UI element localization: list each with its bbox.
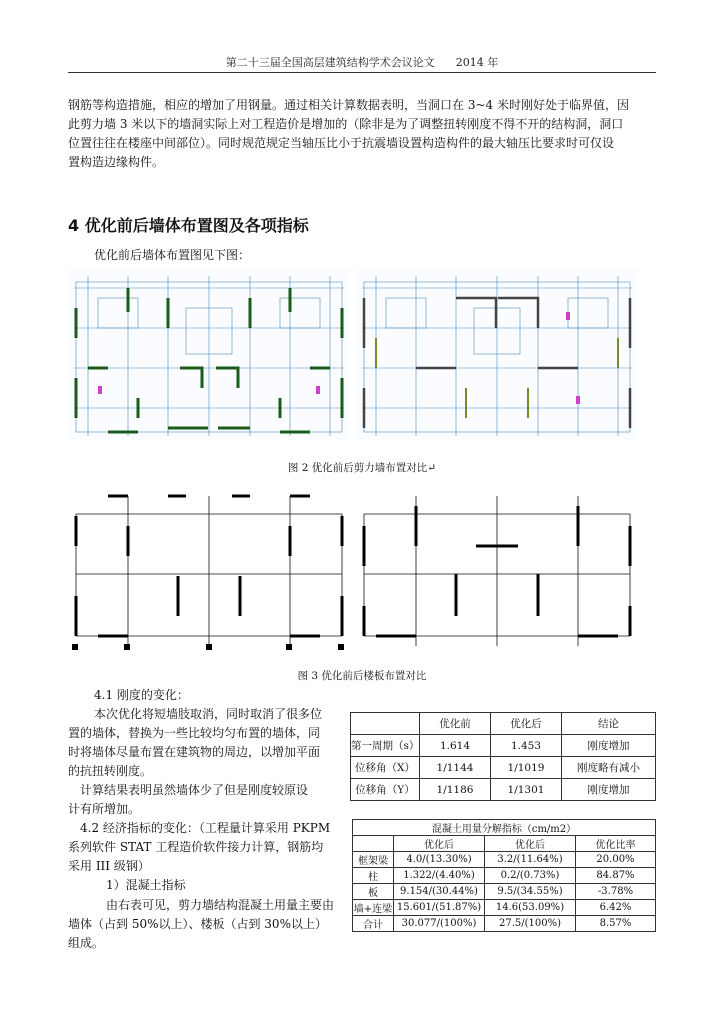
intro-line: 置构造边缘构件。 [68, 155, 165, 169]
s41-line: 时将墙体尽量布置在建筑物的周边，以增加平面 [68, 745, 321, 759]
figure-3-caption: 图 3 优化前后楼板布置对比 [297, 670, 427, 682]
table-header-cell: 优化后 [485, 836, 576, 852]
floor-plan-after-walls [356, 268, 638, 440]
conference-year: 2014 年 [455, 56, 499, 69]
table-cell: 27.5/(100%) [485, 916, 576, 932]
table-cell: 6.42% [576, 900, 656, 916]
table-cell: 15.601/(51.87%) [394, 900, 485, 916]
table-header-cell: 结论 [562, 713, 656, 735]
table-row [351, 779, 656, 801]
table-row [353, 916, 656, 932]
section-intro: 优化前后墙体布置图见下图： [94, 248, 251, 262]
table-cell: 9.5/(34.55%) [485, 884, 576, 900]
table-cell: 20.00% [576, 852, 656, 868]
table-cell: 1/1019 [491, 757, 562, 779]
concrete-table [352, 819, 656, 932]
table-cell: 位移角（X） [351, 757, 420, 779]
table-cell: 位移角（Y） [351, 779, 420, 801]
table-cell: 14.6(53.09%) [485, 900, 576, 916]
table-cell: 柱 [353, 868, 394, 884]
table-cell: 4.0/(13.30%) [394, 852, 485, 868]
s42-line: 墙体（占到 50%以上）、楼板（占到 30%以上） [68, 917, 327, 931]
slab-plan-after [356, 486, 638, 658]
table-title-row [353, 820, 656, 836]
intro-line: 此剪力墙 3 米以下的墙洞实际上对工程造价是增加的（除非是为了调整扭转刚度不得不开的结构洞，洞口 [68, 117, 624, 131]
table-cell: 84.87% [576, 868, 656, 884]
table-row [353, 852, 656, 868]
s42-line: 采用 III 级钢） [68, 859, 150, 873]
figure-2-caption: 图 2 优化前后剪力墙布置对比↵ [287, 462, 437, 474]
s42-line: 4.2 经济指标的变化：（工程量计算采用 PKPM [80, 821, 331, 835]
table-cell: -3.78% [576, 884, 656, 900]
table-cell: 0.2/(0.73%) [485, 868, 576, 884]
table-header-cell: 优化前 [420, 713, 491, 735]
table-row [353, 868, 656, 884]
intro-line: 钢筋等构造措施，相应的增加了用钢量。通过相关计算数据表明，当洞口在 3~4 米时刚好处于临界值，因 [68, 98, 629, 112]
table-header-row [351, 713, 656, 735]
table-cell: 刚度增加 [562, 779, 656, 801]
table-cell: 合计 [353, 916, 394, 932]
slab-plan-before [68, 486, 350, 658]
table-cell: 30.077/(100%) [394, 916, 485, 932]
table-cell: 8.57% [576, 916, 656, 932]
table-row [353, 900, 656, 916]
table-cell: 1/1301 [491, 779, 562, 801]
s41-line: 计算结果表明虽然墙体少了但是刚度较原设 [80, 783, 309, 797]
table-cell: 3.2/(11.64%) [485, 852, 576, 868]
page-header [68, 54, 656, 70]
s42-line: 由右表可见，剪力墙结构混凝土用量主要由 [106, 898, 335, 912]
floor-plan-before-walls [68, 268, 350, 440]
table-cell: 框架梁 [353, 852, 394, 868]
table-header-cell: 优化后 [394, 836, 485, 852]
s42-line: 系列软件 STAT 工程造价软件接力计算，钢筋均 [68, 840, 324, 854]
table-header-cell: 优化后 [491, 713, 562, 735]
stiffness-table [350, 712, 656, 801]
table-cell: 1.614 [420, 735, 491, 757]
table-cell: 刚度增加 [562, 735, 656, 757]
table-cell: 1/1186 [420, 779, 491, 801]
header-rule [68, 72, 656, 73]
table-cell: 板 [353, 884, 394, 900]
table-title: 混凝土用量分解指标（cm/m2） [353, 820, 656, 836]
s41-line: 置的墙体，替换为一些比较均匀布置的墙体，同 [68, 726, 321, 740]
s42-line: 1）混凝土指标 [106, 878, 186, 892]
s41-line: 计有所增加。 [68, 802, 141, 816]
s41-line: 的抗扭转刚度。 [68, 764, 153, 778]
conference-title: 第二十三届全国高层建筑结构学术会议论文 [225, 56, 435, 69]
table-header-cell [353, 836, 394, 852]
section-heading: 4 优化前后墙体布置图及各项指标 [68, 216, 309, 235]
table-cell: 1/1144 [420, 757, 491, 779]
s41-title: 4.1 刚度的变化： [94, 688, 189, 702]
s41-line: 本次优化将短墙肢取消，同时取消了很多位 [94, 707, 323, 721]
table-header-row [353, 836, 656, 852]
table-row [353, 884, 656, 900]
table-cell: 第一周期（s） [351, 735, 420, 757]
table-cell: 刚度略有减小 [562, 757, 656, 779]
table-cell: 1.453 [491, 735, 562, 757]
table-cell: 9.154/(30.44%) [394, 884, 485, 900]
table-row [351, 757, 656, 779]
table-cell: 墙+连梁 [353, 900, 394, 916]
table-header-cell [351, 713, 420, 735]
table-cell: 1.322/(4.40%) [394, 868, 485, 884]
table-row [351, 735, 656, 757]
table-header-cell: 优化比率 [576, 836, 656, 852]
s42-line: 组成。 [68, 936, 105, 950]
intro-line: 位置往往在楼座中间部位）。同时规范规定当轴压比小于抗震墙设置构造构件的最大轴压比要求时可仅设 [68, 136, 615, 150]
